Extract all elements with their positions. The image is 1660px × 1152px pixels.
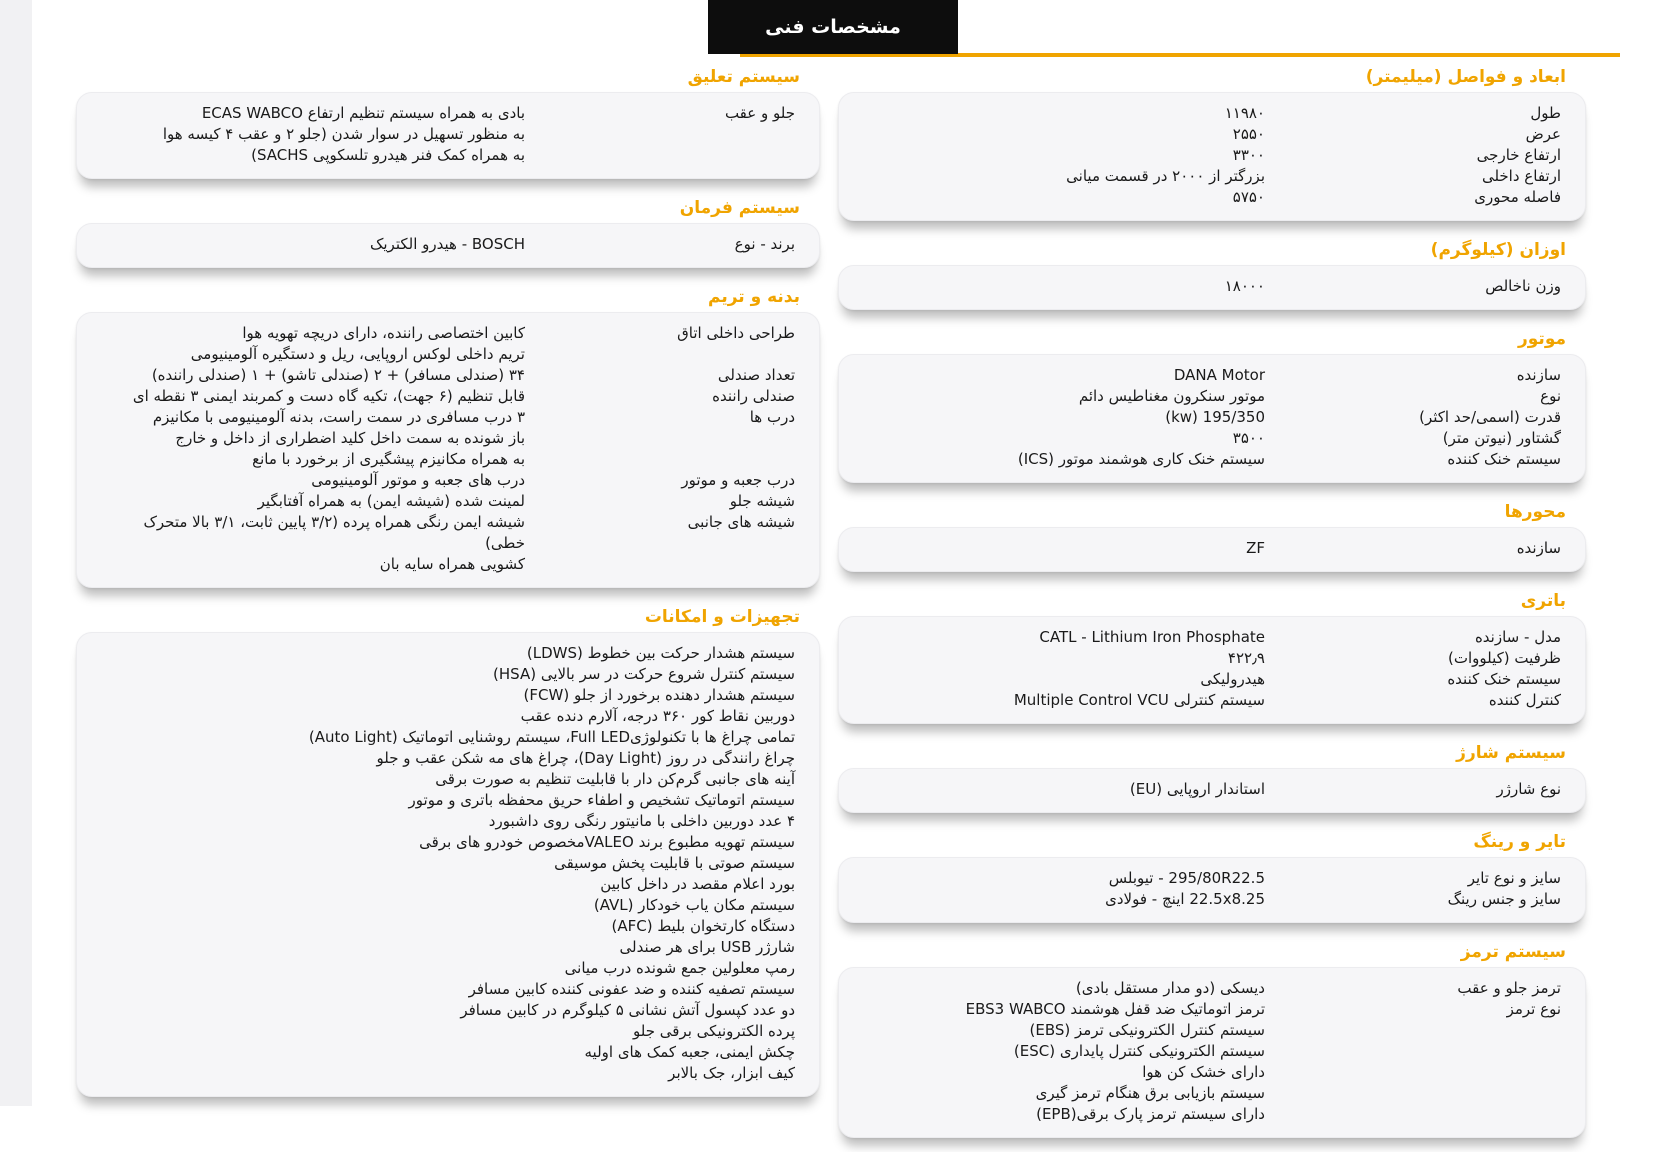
card-charging xyxy=(838,768,1586,813)
spec-label: سایز و نوع تایر xyxy=(1467,869,1561,887)
spec-value: بزرگتر از ۲۰۰۰ در قسمت میانی xyxy=(1066,167,1265,185)
spec-row xyxy=(863,124,1561,145)
spec-label: فاصله محوری xyxy=(1474,188,1561,206)
equipment-item: چراغ رانندگی در روز (Day Light)، چراغ های مه شکن عقب و جلو xyxy=(376,749,795,767)
section-title-tires: تایر و رینگ xyxy=(1473,832,1566,852)
spec-value: درب های جعبه و موتور آلومینیومی xyxy=(311,471,525,489)
section-title-battery: باتری xyxy=(1520,591,1566,611)
spec-row xyxy=(863,627,1561,648)
spec-row xyxy=(863,166,1561,187)
equipment-item: سیستم کنترل شروع حرکت در سر بالایی (HSA) xyxy=(493,665,795,683)
section-title-dimensions: ابعاد و فواصل (میلیمتر) xyxy=(1365,67,1566,87)
spec-value: ۳۴ (صندلی مسافر) + ۲ (صندلی تاشو) + ۱ (صندلی راننده) xyxy=(151,366,525,384)
spec-value: استاندار اروپایی (EU) xyxy=(1129,780,1265,798)
spec-row xyxy=(863,407,1561,428)
spec-row xyxy=(863,449,1561,470)
spec-label: طراحی داخلی اتاق xyxy=(677,324,795,342)
card-tires xyxy=(838,857,1586,923)
equipment-item: تمامی چراغ ها با تکنولوژیFull LED، سیستم روشنایی اتوماتیک (Auto Light) xyxy=(308,728,795,746)
left-margin-strip xyxy=(0,0,32,1106)
spec-value: لمینت شده (شیشه ایمن) به همراه آفتابگیر xyxy=(257,492,525,510)
equipment-item: سیستم هشدار دهنده برخورد از جلو (FCW) xyxy=(523,686,795,704)
spec-label: برند - نوع xyxy=(734,235,795,253)
equipment-item: پرده الکترونیکی برقی جلو xyxy=(633,1022,795,1040)
spec-label: سازنده xyxy=(1516,366,1561,384)
spec-label: تعداد صندلی xyxy=(717,366,795,384)
spec-value: سیستم کنترلی Multiple Control VCU xyxy=(1013,691,1265,709)
spec-label: قدرت (اسمی/حد اکثر) xyxy=(1419,408,1561,426)
spec-row xyxy=(101,491,795,512)
spec-value: قابل تنظیم (۶ جهت)، تکیه گاه دست و کمربند ایمنی ۳ نقطه ای xyxy=(132,387,525,405)
spec-row xyxy=(863,889,1561,910)
section-title-engine: موتور xyxy=(1517,329,1566,349)
card-equipment xyxy=(76,632,820,1097)
section-title-body-trim: بدنه و تریم xyxy=(708,287,800,307)
spec-label: مدل - سازنده xyxy=(1474,628,1561,646)
spec-value: بادی به همراه سیستم تنظیم ارتفاع ECAS WABCO به منظور تسهیل در سوار شدن (جلو ۲ و عقب ۴ کیسه هوا به همراه کمک فنر هیدرو تلسکوپی SACHS) xyxy=(162,104,525,164)
spec-label: نوع xyxy=(1540,387,1561,405)
spec-value: ۳۵۰۰ xyxy=(1232,429,1265,447)
spec-row xyxy=(863,428,1561,449)
spec-row xyxy=(863,365,1561,386)
card-dimensions xyxy=(838,92,1586,221)
spec-row xyxy=(863,145,1561,166)
section-title-steering: سیستم فرمان xyxy=(679,198,800,218)
spec-label: درب جعبه و موتور xyxy=(681,471,795,489)
spec-label: درب ها xyxy=(749,408,795,426)
equipment-item: چکش ایمنی، جعبه کمک های اولیه xyxy=(584,1043,795,1061)
spec-label: ارتفاع خارجی xyxy=(1476,146,1561,164)
section-title-charging: سیستم شارژ xyxy=(1456,743,1566,763)
spec-row xyxy=(863,999,1561,1125)
spec-row xyxy=(863,669,1561,690)
equipment-item: سیستم صوتی با قابلیت پخش موسیقی xyxy=(554,854,795,872)
equipment-item: دستگاه کارتخوان بلیط (AFC) xyxy=(611,917,795,935)
spec-row xyxy=(101,323,795,365)
spec-label: گشتاور (نیوتن متر) xyxy=(1442,429,1561,447)
right-column xyxy=(838,62,1586,1152)
equipment-item: ۴ عدد دوربین داخلی با مانیتور رنگی روی داشبورد xyxy=(488,812,795,830)
card-battery xyxy=(838,616,1586,724)
card-brakes xyxy=(838,967,1586,1138)
spec-label: جلو و عقب xyxy=(724,104,795,122)
spec-label: ترمز جلو و عقب xyxy=(1457,979,1561,997)
spec-value: ترمز اتوماتیک ضد قفل هوشمند EBS3 WABCO سیستم کنترل الکترونیکی ترمز (EBS) سیستم الکترونیکی کنترل پایداری (ESC) دارای خشک کن هوا سیستم بازیابی برق هنگام ترمز گیری دارای سیستم ترمز پارک برقی(EPB) xyxy=(965,1000,1265,1123)
equipment-item: دوربین نقاط کور ۳۶۰ درجه، آلارم دنده عقب xyxy=(520,707,795,725)
spec-value: ۵۷۵۰ xyxy=(1232,188,1265,206)
spec-label: سازنده xyxy=(1516,539,1561,557)
spec-row xyxy=(101,103,795,166)
spec-label: نوع ترمز xyxy=(1506,1000,1561,1018)
spec-row xyxy=(863,868,1561,889)
section-title-weights: اوزان (کیلوگرم) xyxy=(1430,240,1566,260)
card-axles xyxy=(838,527,1586,572)
spec-label: سیستم خنک کننده xyxy=(1447,450,1561,468)
spec-row xyxy=(863,187,1561,208)
spec-label: ارتفاع داخلی xyxy=(1481,167,1561,185)
spec-label: شیشه جلو xyxy=(729,492,795,510)
card-suspension xyxy=(76,92,820,179)
spec-row xyxy=(101,470,795,491)
spec-row xyxy=(101,386,795,407)
spec-value: 22.5x8.25 اینچ - فولادی xyxy=(1105,890,1265,908)
page-title: مشخصات فنی xyxy=(708,0,958,54)
spec-row xyxy=(863,779,1561,800)
spec-label: صندلی راننده xyxy=(712,387,795,405)
spec-row xyxy=(863,690,1561,711)
spec-value: هیدرولیکی xyxy=(1200,670,1265,688)
equipment-item: سیستم هشدار حرکت بین خطوط (LDWS) xyxy=(526,644,795,662)
spec-label: کنترل کننده xyxy=(1488,691,1561,709)
left-column xyxy=(76,62,820,1111)
equipment-item: دو عدد کپسول آتش نشانی ۵ کیلوگرم در کابین مسافر xyxy=(460,1001,795,1019)
equipment-item: رمپ معلولین جمع شونده درب میانی xyxy=(564,959,795,977)
card-engine xyxy=(838,354,1586,483)
spec-value: ۴۲۲٫۹ xyxy=(1227,649,1265,667)
spec-row xyxy=(863,538,1561,559)
spec-value: ZF xyxy=(1246,539,1265,557)
spec-label: طول xyxy=(1530,104,1561,122)
spec-value: سیستم خنک کاری هوشمند موتور (ICS) xyxy=(1017,450,1265,468)
spec-row xyxy=(101,234,795,255)
spec-value: کابین اختصاصی راننده، دارای دریچه تهویه هوا تریم داخلی لوکس اروپایی، ریل و دستگیره آلومینیومی xyxy=(190,324,525,363)
card-steering xyxy=(76,223,820,268)
spec-row xyxy=(863,978,1561,999)
card-body-trim xyxy=(76,312,820,588)
section-title-axles: محورها xyxy=(1504,502,1566,522)
section-title-suspension: سیستم تعلیق xyxy=(687,67,800,87)
spec-value: ۲۵۵۰ xyxy=(1232,125,1265,143)
card-weights xyxy=(838,265,1586,310)
equipment-item: سیستم تهویه مطبوع برند VALEOمخصوص خودرو های برقی xyxy=(419,833,795,851)
spec-row xyxy=(863,648,1561,669)
equipment-item: سیستم اتوماتیک تشخیص و اطفاء حریق محفظه باتری و موتور xyxy=(408,791,795,809)
spec-row xyxy=(101,365,795,386)
section-title-equipment: تجهیزات و امکانات xyxy=(644,607,800,627)
equipment-item: سیستم مکان یاب خودکار (AVL) xyxy=(593,896,795,914)
spec-label: وزن ناخالص xyxy=(1485,277,1561,295)
spec-row xyxy=(101,512,795,575)
spec-label: نوع شارژر xyxy=(1496,780,1561,798)
spec-value: DANA Motor xyxy=(1173,366,1265,384)
spec-value: ۱۸۰۰۰ xyxy=(1224,277,1265,295)
spec-value: 195/350 (kw) xyxy=(1165,408,1265,426)
spec-value: ۳۳۰۰ xyxy=(1232,146,1265,164)
equipment-item: کیف ابزار، جک بالابر xyxy=(668,1064,795,1082)
section-title-brakes: سیستم ترمز xyxy=(1460,942,1566,962)
equipment-item: بورد اعلام مقصد در داخل کابین xyxy=(600,875,795,893)
spec-label: ظرفیت (کیلووات) xyxy=(1447,649,1561,667)
spec-value: ۳ درب مسافری در سمت راست، بدنه آلومینیومی با مکانیزم باز شونده به سمت داخل کلید اضطراری از داخل و خارج به همراه مکانیزم پیشگیری از برخورد با مانع xyxy=(152,408,525,468)
equipment-item: آینه های جانبی گرم‌کن دار با قابلیت تنظیم به صورت برقی xyxy=(435,770,795,788)
spec-value: BOSCH - هیدرو الکتریک xyxy=(369,235,525,253)
spec-value: دیسکی (دو مدار مستقل بادی) xyxy=(1075,979,1265,997)
spec-value: ۱۱۹۸۰ xyxy=(1224,104,1265,122)
spec-value: CATL - Lithium Iron Phosphate xyxy=(1039,628,1265,646)
equipment-item: سیستم تصفیه کننده و ضد عفونی کننده کابین مسافر xyxy=(468,980,795,998)
spec-row xyxy=(863,386,1561,407)
spec-label: عرض xyxy=(1525,125,1561,143)
spec-value: 295/80R22.5 - تیوبلس xyxy=(1108,869,1265,887)
spec-value: شیشه ایمن رنگی همراه پرده (۳/۲ پایین ثابت، ۳/۱ بالا متحرک خطی) کشویی همراه سایه بان xyxy=(143,513,525,573)
equipment-item: شارژر USB برای هر صندلی xyxy=(619,938,795,956)
spec-row xyxy=(863,276,1561,297)
spec-label: سیستم خنک کننده xyxy=(1447,670,1561,688)
spec-label: شیشه های جانبی xyxy=(687,513,795,531)
spec-row xyxy=(863,103,1561,124)
spec-value: موتور سنکرون مغناطیس دائم xyxy=(1078,387,1265,405)
spec-row xyxy=(101,407,795,470)
spec-label: سایز و جنس رینگ xyxy=(1447,890,1561,908)
